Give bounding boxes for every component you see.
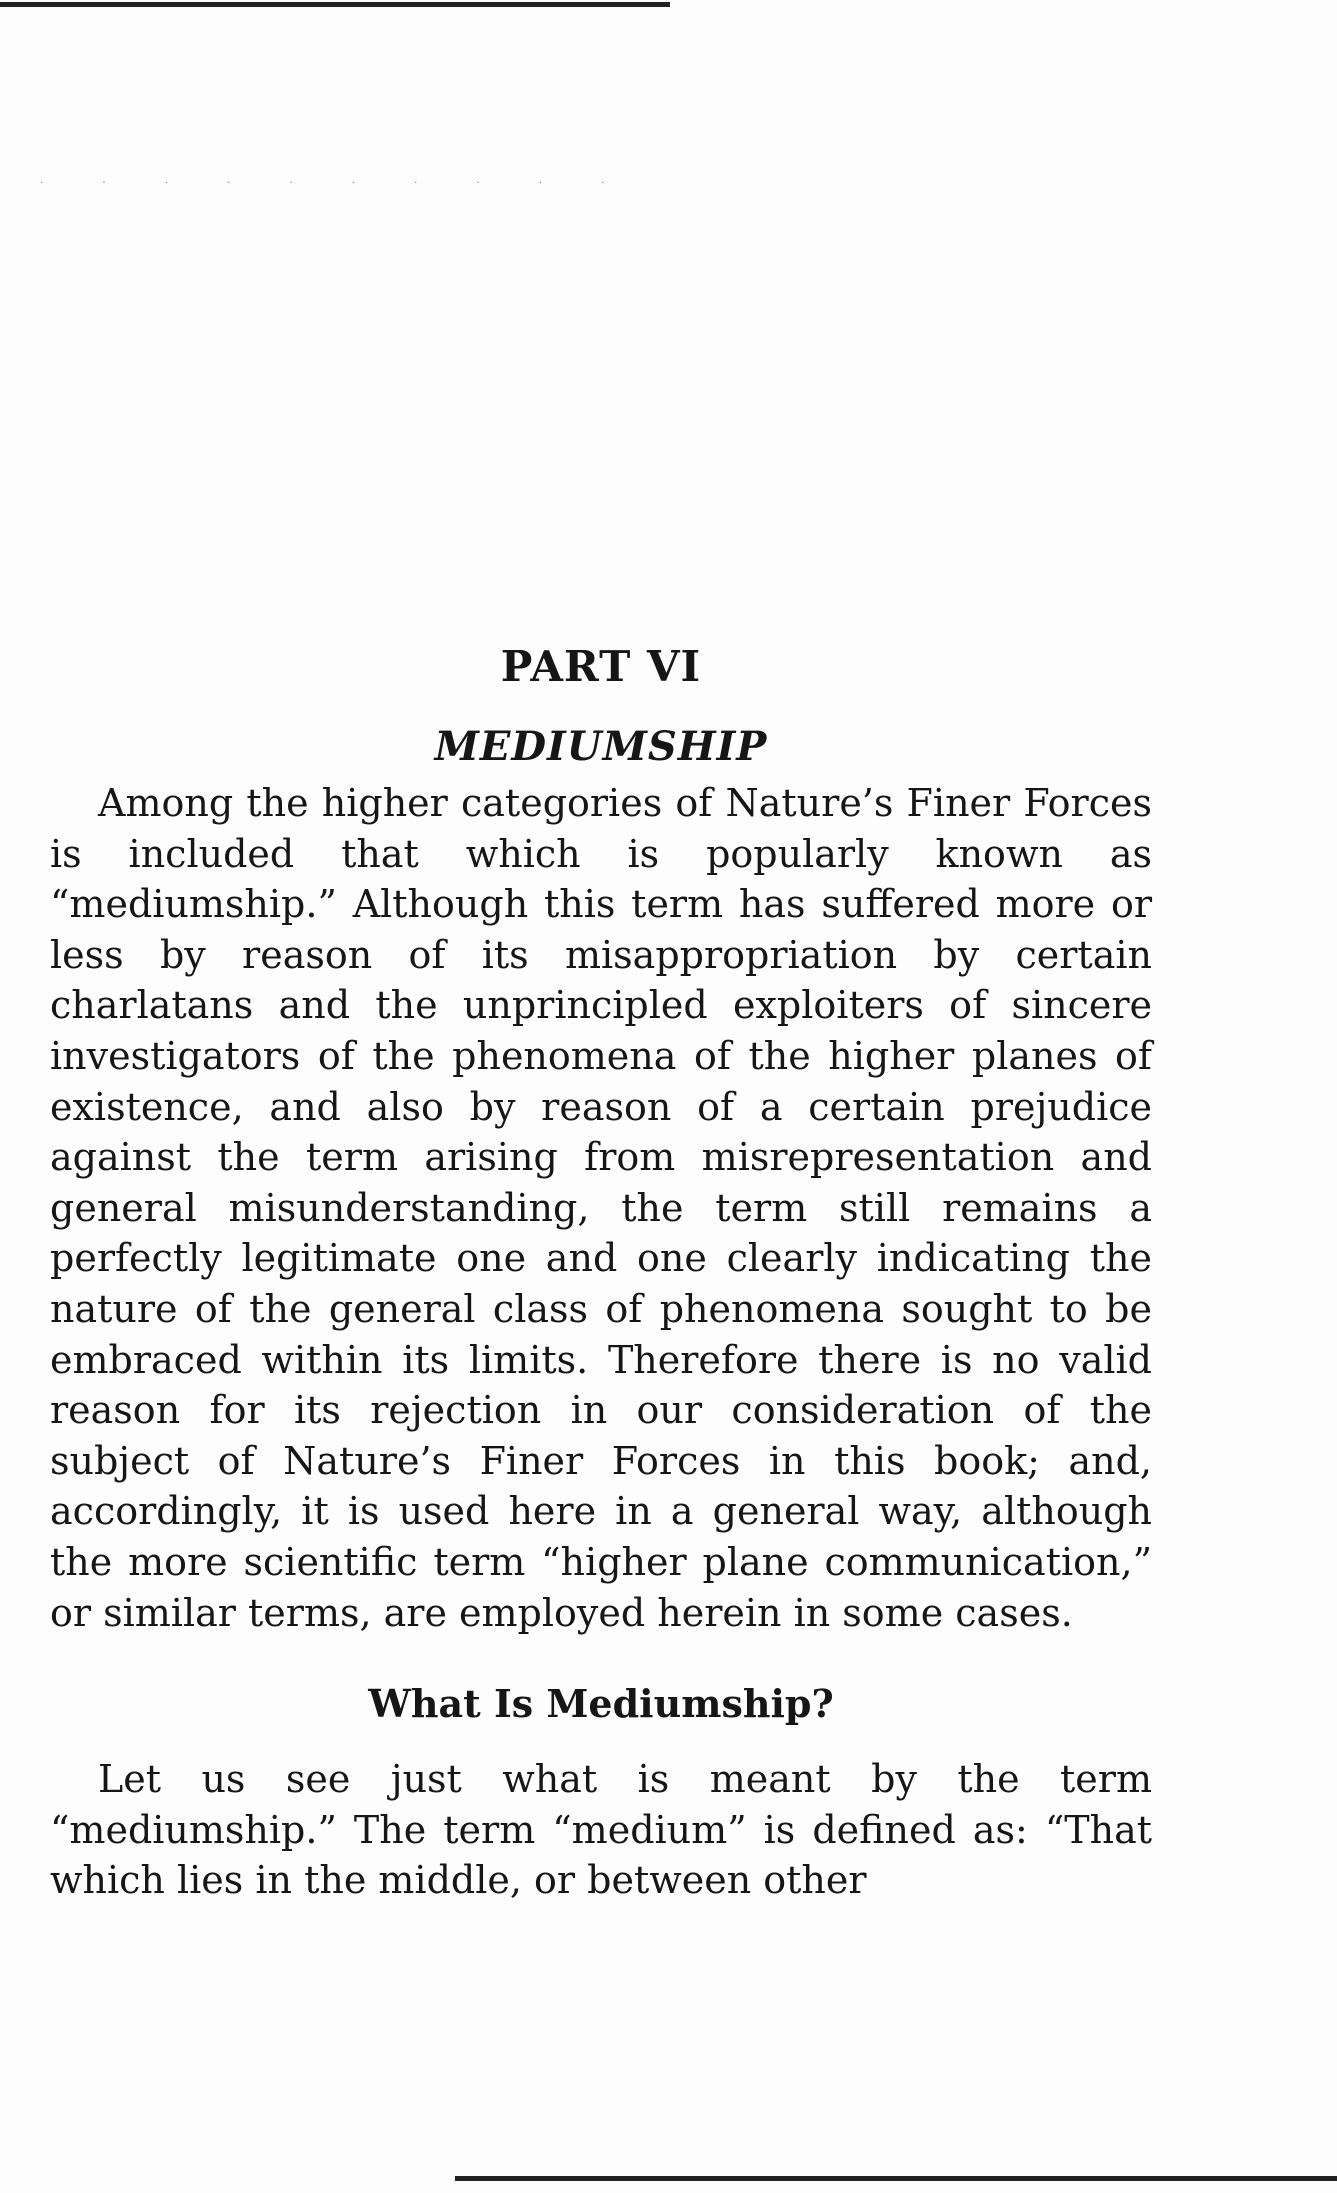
part-title: PART VI <box>500 642 702 691</box>
page-text <box>50 640 1152 1906</box>
top-rule <box>0 2 670 7</box>
section-heading: What Is Mediumship? <box>368 1681 834 1727</box>
bottom-rule <box>455 2176 1337 2181</box>
section-paragraph: Let us see just what is meant by the term “mediumship.” The term “medium” is defined as: “That which lies in the middle, or between other <box>50 1757 1152 1903</box>
body-paragraph: Among the higher categories of Nature’s Finer Forces is included that which is popularly known as “mediumship.” Although this term has suffered more or less by reason of its misappropriation by certain charlatans and the unprincipled exploiters of sincere investigators of the phenomena of the higher planes of existence, and also by reason of a certain prejudice against the term arising from misrepresentation and general misunderstanding, the term still remains a perfectly legitimate one and one clearly indicating the nature of the general class of phenomena sought to be embraced within its limits. Therefore there is no valid reason for its rejection in our consideration of the subject of Nature’s Finer Forces in this book; and, accordingly, it is used here in a general way, although the more scientific term “higher plane communication,” or similar terms, are employed herein in some cases. <box>50 781 1152 1635</box>
chapter-title: MEDIUMSHIP <box>434 723 768 770</box>
scan-specks: · · · · · · · · · · <box>40 178 633 189</box>
